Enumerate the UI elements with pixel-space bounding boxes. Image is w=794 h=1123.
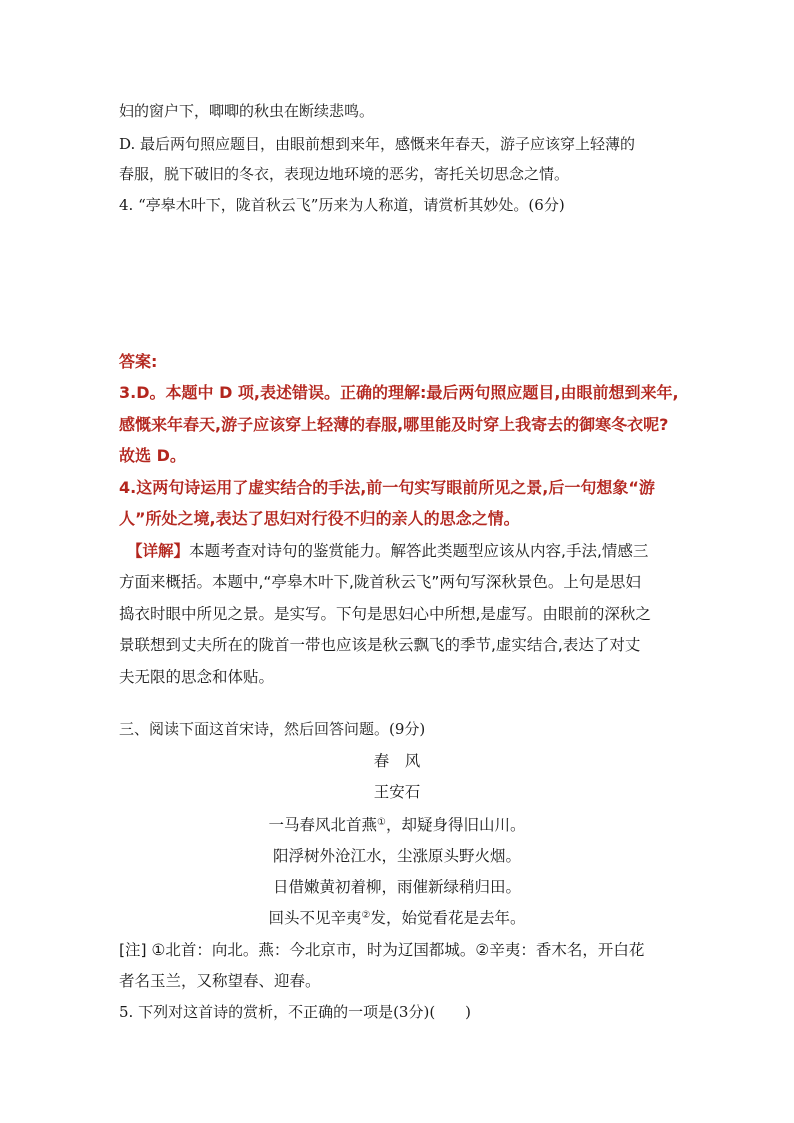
question-5: 5. 下列对这首诗的赏析，不正确的一项是(3分)( )	[119, 1003, 472, 1021]
detail-line-2: 方面来概括。本题中,“亭皋木叶下,陇首秋云飞”两句写深秋景色。上句是思妇	[119, 573, 641, 591]
section-3-heading: 三、阅读下面这首宋诗，然后回答问题。(9分)	[119, 720, 426, 738]
answer-3-line-2: 感慨来年春天,游子应该穿上轻薄的春服,哪里能及时穿上我寄去的御寒冬衣呢?	[119, 415, 669, 434]
note-line-1: [注] ①北首：向北。燕：今北京市，时为辽国都城。②辛夷：香木名，开白花	[119, 941, 645, 959]
note-line-2: 者名玉兰，又称望春、迎春。	[119, 972, 321, 990]
answer-3-line-1: 3.D。本题中 D 项,表述错误。正确的理解:最后两句照应题目,由眼前想到来年,	[119, 383, 679, 402]
detail-text-1: 本题考查对诗句的鉴赏能力。解答此类题型应该从内容,手法,情感三	[189, 542, 649, 560]
verse-4-part-a: 回头不见辛夷	[268, 909, 362, 927]
poem-verse-4	[0, 908, 794, 928]
verse-1-part-b: ，却疑身得旧山川。	[385, 816, 526, 834]
answer-3-line-3: 故选 D。	[119, 446, 186, 465]
poem-verse-1	[0, 815, 794, 835]
answer-label: 答案:	[119, 352, 158, 371]
option-d-line-2: 春服，脱下破旧的冬衣，表现边地环境的恶劣，寄托关切思念之情。	[119, 165, 570, 183]
poem-verse-2: 阳浮树外沧江水，尘涨原头野火烟。	[272, 847, 521, 865]
question-4: 4. “亭皋木叶下，陇首秋云飞”历来为人称道，请赏析其妙处。(6分)	[119, 196, 565, 214]
detail-line-5: 夫无限的思念和体贴。	[119, 668, 275, 686]
detail-line-3: 捣衣时眼中所见之景。是实写。下句是思妇心中所想,是虚写。由眼前的深秋之	[119, 605, 651, 623]
answer-4-line-1: 4.这两句诗运用了虚实结合的手法,前一句实写眼前所见之景,后一句想象“游	[119, 478, 655, 497]
prev-question-continuation: 妇的窗户下，唧唧的秋虫在断续悲鸣。	[119, 102, 375, 120]
answer-4-line-2: 人”所处之境,表达了思妇对行役不归的亲人的思念之情。	[119, 509, 520, 528]
poem-verse-3: 日借嫩黄初着柳，雨催新绿稍归田。	[272, 878, 521, 896]
verse-4-part-b: 发，始觉看花是去年。	[370, 909, 526, 927]
verse-1-part-a: 一马春风北首燕	[268, 816, 378, 834]
footnote-1-marker: ①	[377, 817, 386, 828]
detail-line-1	[127, 541, 687, 561]
detail-tag: 【详解】	[127, 542, 190, 560]
poem-author: 王安石	[373, 783, 421, 801]
detail-line-4: 景联想到丈夫所在的陇首一带也应该是秋云飘飞的季节,虚实结合,表达了对丈	[119, 636, 641, 654]
poem-title: 春 风	[373, 752, 421, 770]
option-d-line-1: D. 最后两句照应题目，由眼前想到来年，感慨来年春天，游子应该穿上轻薄的	[119, 135, 636, 153]
footnote-2-marker: ②	[361, 910, 371, 921]
